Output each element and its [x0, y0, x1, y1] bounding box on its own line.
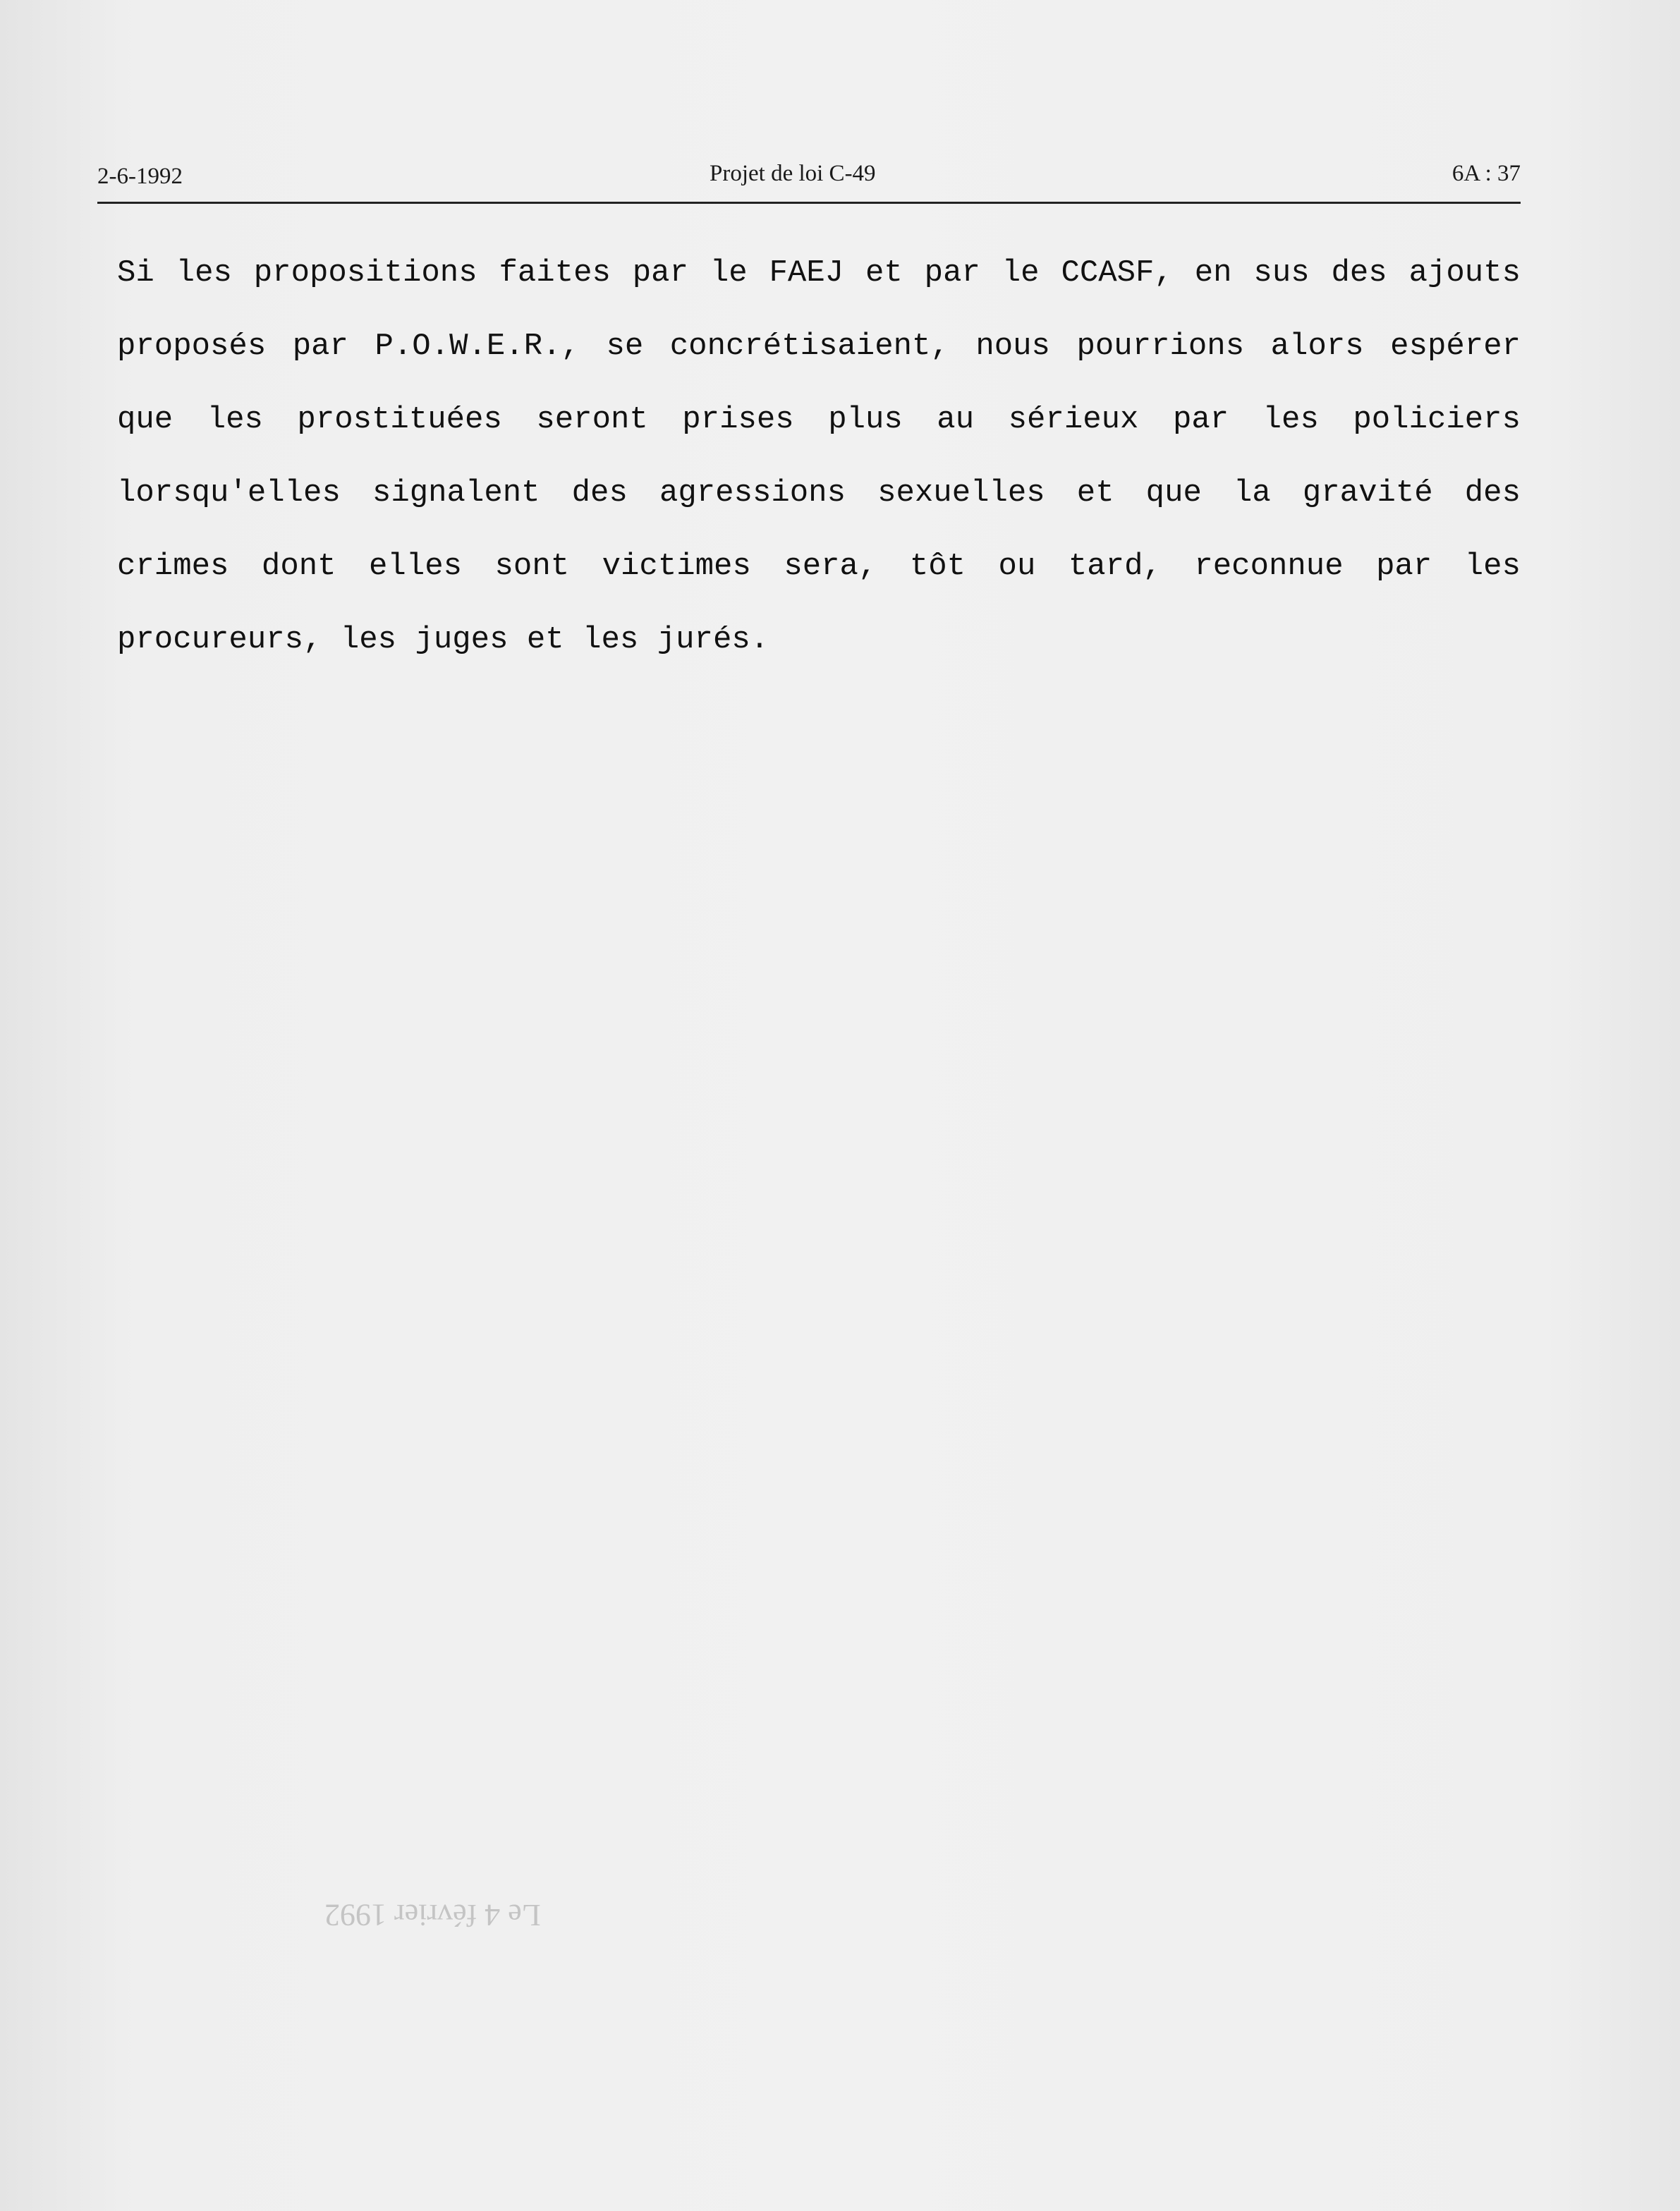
page-header — [97, 157, 1521, 204]
bleed-through-date: Le 4 février 1992 — [324, 1898, 541, 1932]
body-paragraph: Si les propositions faites par le FAEJ et par le CCASF, en sus des ajouts proposés par P.O.W.E.R., se concrétisaient, nous pourrions alors espérer que les prostituées seront prises plus au sérieux par les policiers lorsqu'elles signalent des agressions sexuelles et que la gravité des crimes dont elles sont victimes sera, tôt ou tard, reconnue par les procureurs, les juges et les jurés. — [117, 255, 1521, 657]
header-date: 2-6-1992 — [97, 164, 183, 189]
header-title: Projet de loi C-49 — [710, 161, 876, 186]
header-page-ref: 6A : 37 — [1451, 161, 1521, 186]
